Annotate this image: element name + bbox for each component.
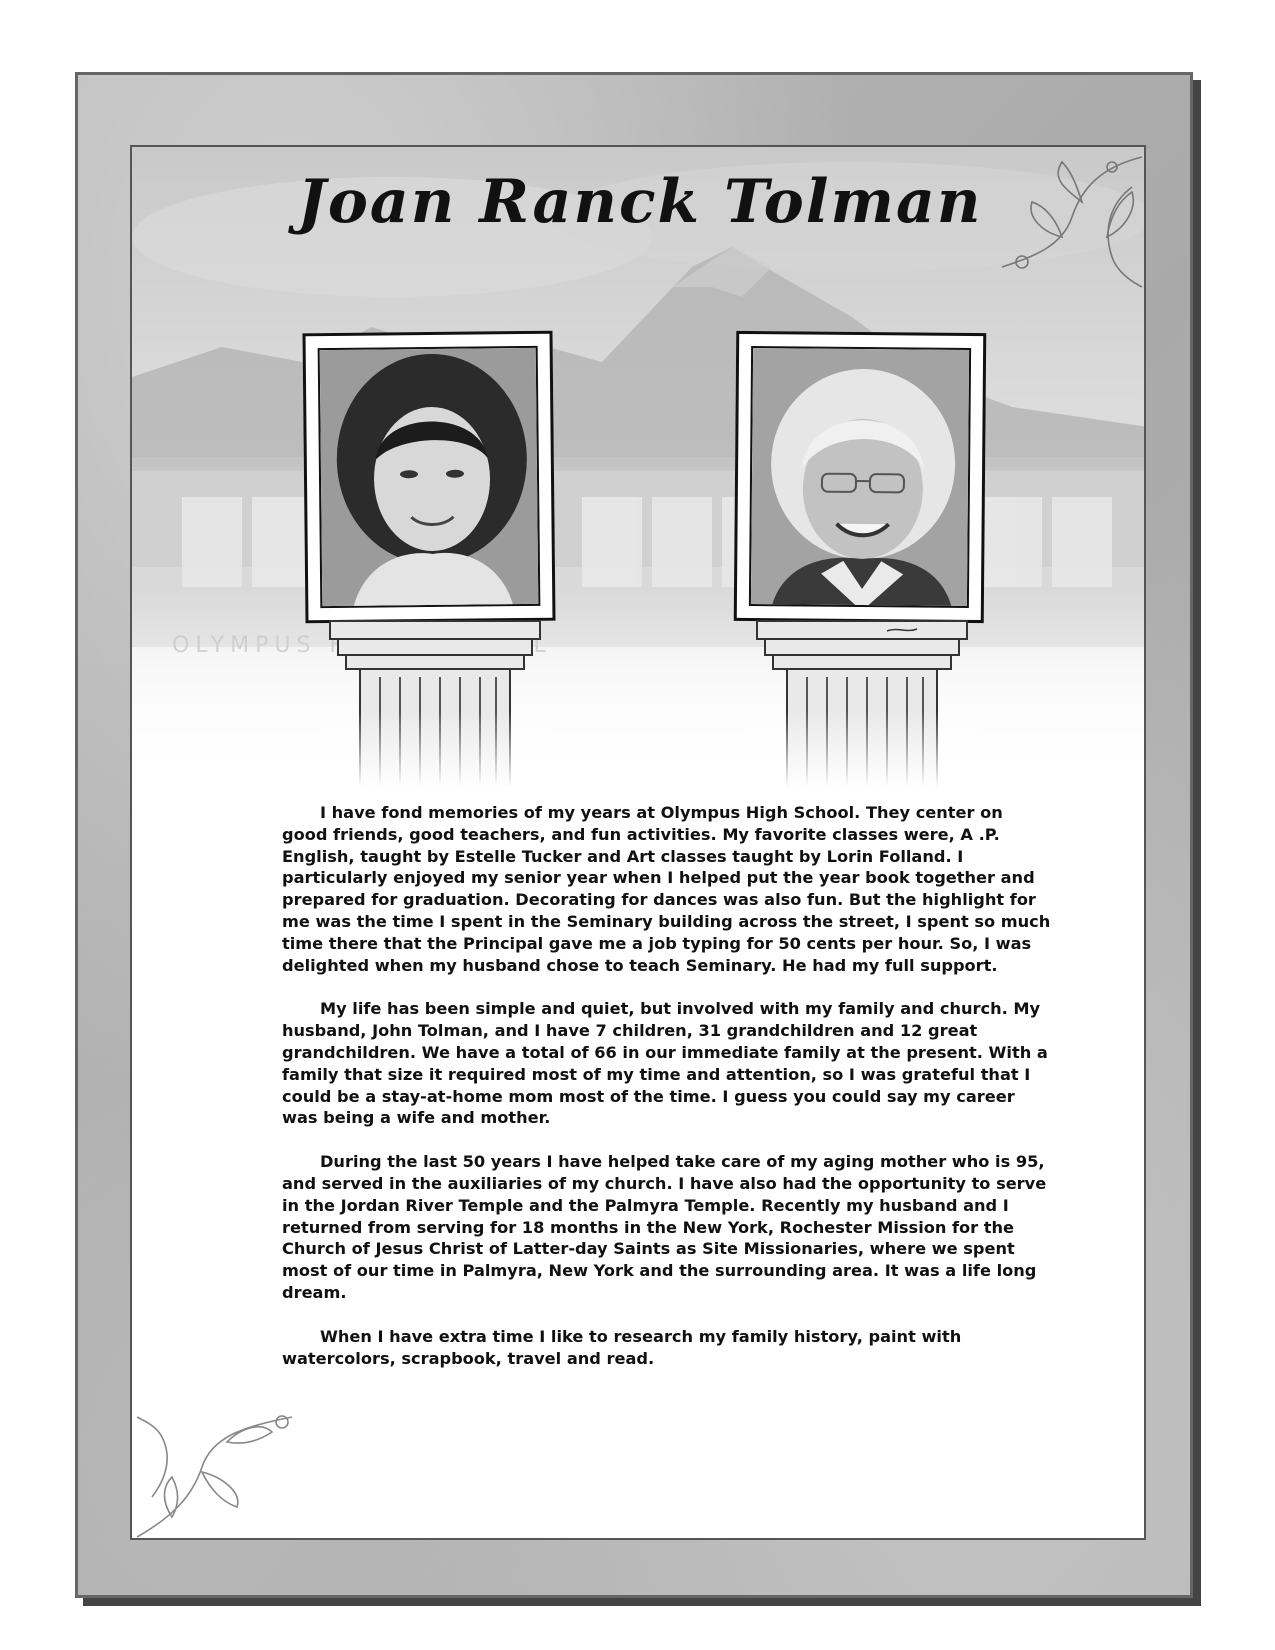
paragraph-3: During the last 50 years I have helped take care of my aging mother who is 95, and served in the auxiliaries of my church. I have also had the opportunity to serve in the Jordan River Temple and the Palmyra Temple. Recently my husband and I returned from serving for 18 months in the New York, Rochester Mission for the Church of Jesus Christ of Latter-day Saints as Site Missionaries, where we spent most of our time in Palmyra, New York and the surrounding area. It was a life long dream. [282,1152,1047,1302]
corner-ornament-bottom-left [132,1377,302,1540]
paragraph-4: When I have extra time I like to research my family history, paint with watercolors, scrapbook, travel and read. [282,1326,962,1368]
page-frame [75,72,1193,1598]
inner-panel [130,145,1146,1540]
portrait-current [749,346,971,608]
photo-frame-current [734,331,987,623]
paragraph-1: I have fond memories of my years at Olympus High School. They center on good friends, good teachers, and fun activities. My favorite classes were, A .P. English, taught by Estelle Tucker and Art classes taught by Lorin Folland. I particularly enjoyed my senior year when I helped put the year book together and prepared for graduation. Decorating for dances was also fun. But the highlight for me was the time I spent in the Seminary building across the street, I spent so much time there that the Principal gave me a job typing for 50 cents per hour. So, I was delighted when my husband chose to teach Seminary. He had my full support. [282,803,1051,975]
portrait-young [318,346,541,608]
biography-text [282,802,1052,1391]
photo-frame-young [302,331,555,624]
pedestal-column-right [747,617,977,787]
page-title: Joan Ranck Tolman [297,167,983,237]
pedestal-column-left [320,617,550,787]
paragraph-2: My life has been simple and quiet, but involved with my family and church. My husband, John Tolman, and I have 7 children, 31 grandchildren and 12 great grandchildren. We have a total of 66 in our immediate family at the present. With a family that size it required most of my time and attention, so I was grateful that I could be a stay-at-home mom most of the time. I guess you could say my career was being a wife and mother. [282,999,1048,1128]
